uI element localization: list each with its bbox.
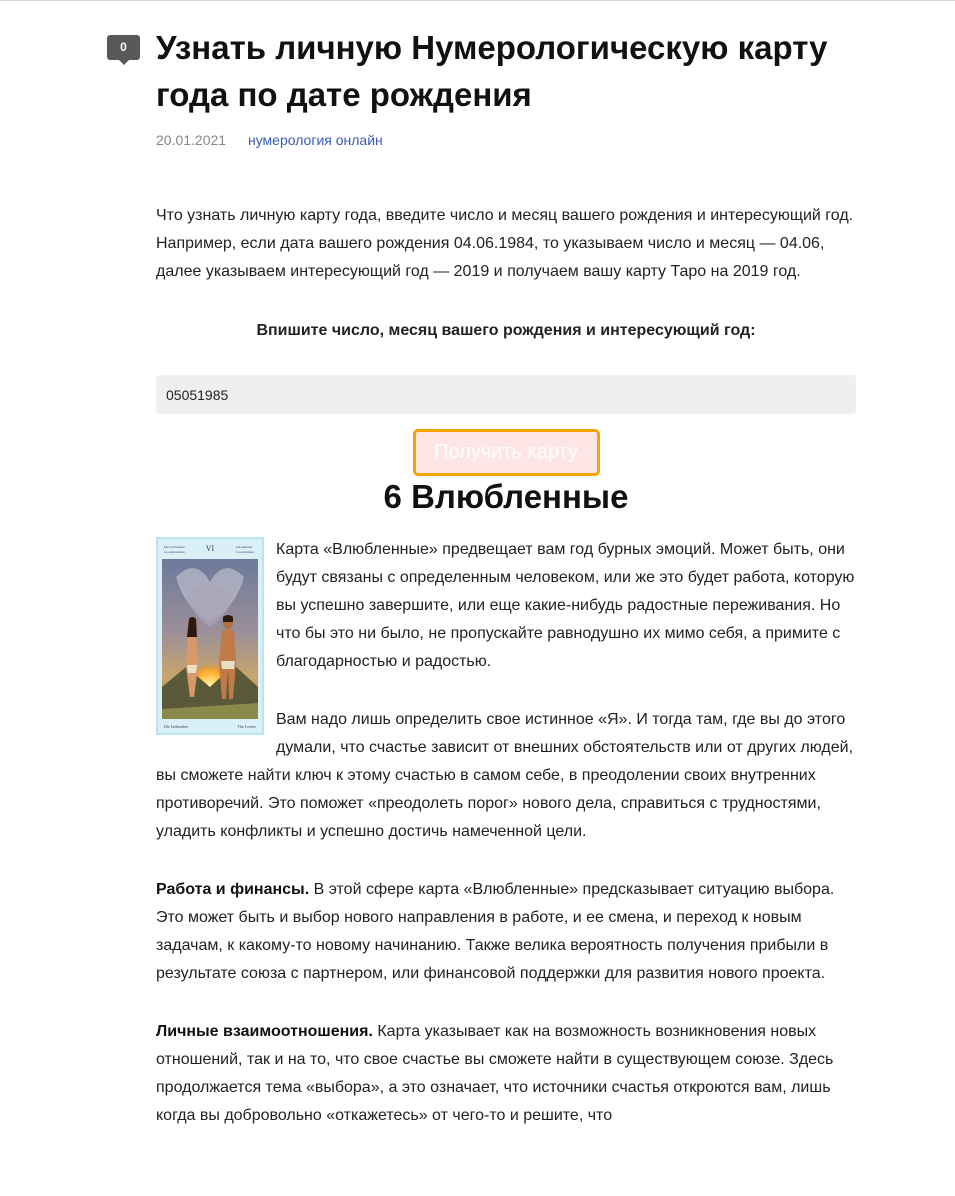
relations-heading: Личные взаимоотношения.	[156, 1023, 373, 1040]
result-card-title: 6 Влюбленные	[383, 478, 629, 515]
top-divider	[0, 0, 955, 1]
post-meta	[156, 130, 383, 150]
intro-paragraph: Что узнать личную карту года, введите число и месяц вашего рождения и интересующий год. Например, если дата вашего рождения 04.06.1984, то указываем число и месяц — 04.06, далее указываем интересующий год — 2019 и получаем вашу карту Таро на 2019 год.	[156, 207, 854, 280]
card-header-left-sub: Les Amoureux	[164, 550, 185, 554]
card-footer-right: The Lovers	[237, 724, 256, 729]
comment-count-badge[interactable]: 0	[107, 35, 140, 60]
work-finance-text: В этой сфере карта «Влюбленные» предсказывает ситуацию выбора. Это может быть и выбор нового направления в работе, и ее смена, и переход к новым задачам, к какому-то новому начинанию. Также велика вероятность получения прибыли в результате союза с партнером, или финансовой поддержки для развития нового проекта.	[156, 881, 835, 982]
post-content	[156, 202, 856, 1130]
work-finance-paragraph	[156, 876, 856, 988]
post-date: 20.01.2021	[156, 132, 227, 148]
relations-paragraph	[156, 1018, 856, 1130]
card-header-right: Gli Amanti	[236, 545, 252, 549]
card-header-left: Die Liebenden	[164, 545, 185, 549]
get-card-button[interactable]: Получить карту	[413, 429, 600, 476]
form-prompt: Впишите число, месяц вашего рождения и интересующий год:	[256, 322, 756, 339]
category-link[interactable]: нумерология онлайн	[247, 132, 383, 148]
card-header-right-sub: Los Amantes	[236, 550, 255, 554]
result-paragraph-2: Вам надо лишь определить свое истинное «Я». И тогда там, где вы до этого думали, что счастье зависит от внешних обстоятельств или от других людей, вы сможете найти ключ к этому счастью в самом себе, в преодолении своих внутренних противоречий. Это поможет «преодолеть порог» нового дела, справиться с трудностями, уладить конфликты и успешно достичь намеченной цели.	[156, 711, 854, 840]
card-footer-left: Die Liebenden	[164, 724, 188, 729]
card-number: VI	[205, 544, 215, 553]
button-wrapper	[156, 429, 856, 476]
birthdate-year-input[interactable]	[156, 375, 856, 414]
relations-text: Карта указывает как на возможность возникновения новых отношений, так и на то, что свое счастье вы сможете найти в существующем союзе. Здесь продолжается тема «выбора», а это означает, что источники счастья откроются вам, лишь когда вы добровольно «откажетесь» от чего-то и решите, что	[156, 1023, 834, 1124]
work-finance-heading: Работа и финансы.	[156, 881, 310, 898]
tarot-card-lovers-image	[156, 537, 264, 735]
page-title: Узнать личную Нумерологическую карту года по дате рождения	[156, 29, 828, 113]
result-paragraph-1: Карта «Влюбленные» предвещает вам год бурных эмоций. Может быть, они будут связаны с определенным человеком, или же это будет работа, которую вы успешно завершите, или еще какие-нибудь радостные переживания. Но что бы это ни было, не пропускайте равнодушно их мимо себя, а примите с благодарностью и радостью.	[276, 541, 855, 670]
